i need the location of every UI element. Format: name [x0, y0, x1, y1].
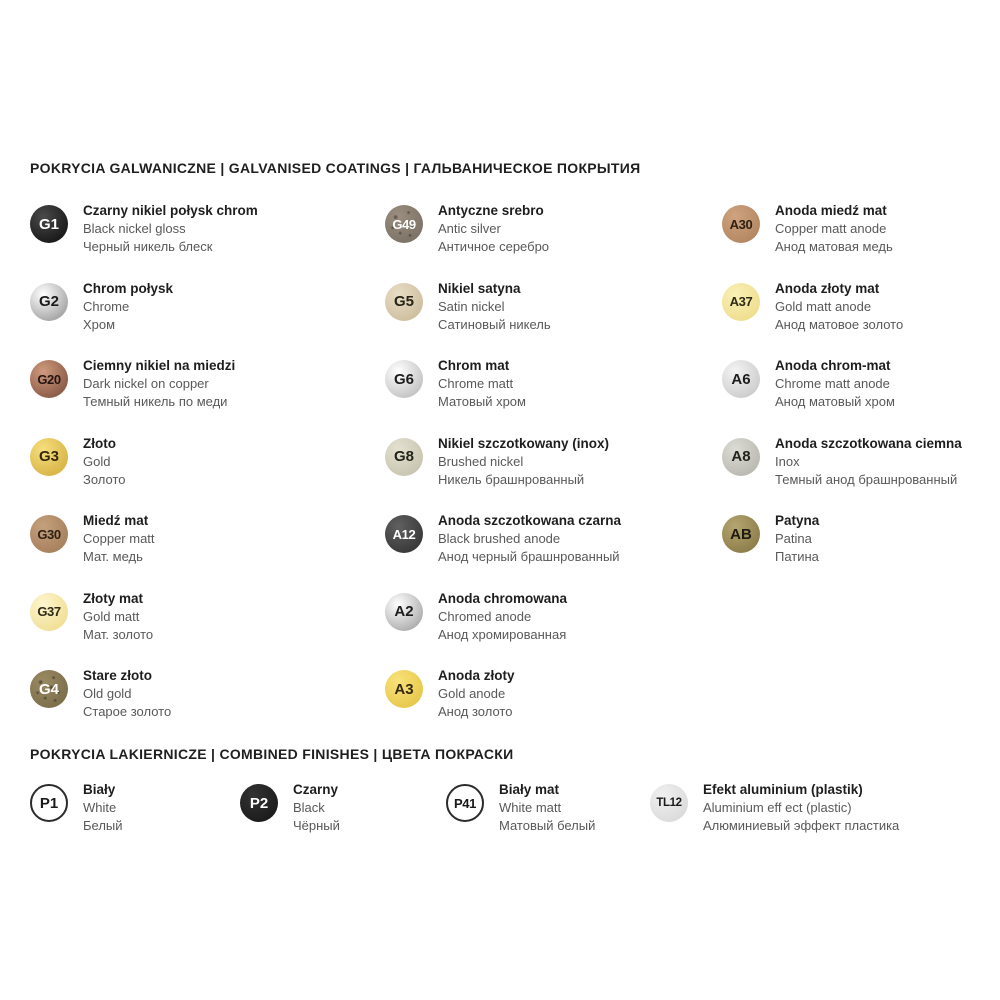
- swatch-code: G3: [38, 448, 59, 465]
- swatch-A3: [385, 667, 722, 745]
- label-pl: Nikiel satyna: [438, 280, 521, 296]
- swatch-labels: [703, 781, 899, 835]
- label-pl: Anoda miedź mat: [775, 203, 887, 218]
- label-ru: Темный анод брашнрованный: [775, 471, 958, 487]
- label-en: Gold: [83, 453, 111, 469]
- label-ru: Анод хромированная: [438, 626, 567, 642]
- swatch-G4: [30, 667, 385, 745]
- swatch-code: A6: [731, 370, 751, 388]
- swatch-circle-AB: [722, 515, 760, 553]
- swatch-circle-G5: [385, 283, 423, 321]
- swatch-code: G8: [393, 448, 414, 465]
- label-en: Gold matt: [83, 608, 140, 624]
- label-en: Satin nickel: [438, 298, 505, 314]
- swatch-code: G37: [37, 604, 61, 619]
- swatch-P2: [240, 781, 446, 859]
- swatch-code: AB: [730, 525, 752, 543]
- swatch-labels: [83, 667, 171, 721]
- swatch-circle-G8: [385, 438, 423, 476]
- swatch-circle-P1: [30, 784, 68, 822]
- swatch-A6: [722, 357, 1000, 435]
- label-ru: Анод матовый хром: [775, 394, 895, 409]
- swatch-code: G30: [37, 526, 61, 542]
- swatch-circle-G49: [385, 205, 423, 243]
- swatch-circle-A37: [722, 283, 760, 321]
- swatch-code: A37: [729, 294, 753, 309]
- label-pl: Biały: [83, 782, 116, 797]
- label-en: Copper matt anode: [775, 221, 887, 236]
- label-ru: Старое золото: [83, 704, 172, 719]
- swatch-labels: [775, 435, 962, 489]
- swatch-code: G6: [393, 370, 414, 388]
- label-en: White matt: [499, 800, 562, 815]
- label-ru: Белый: [83, 818, 123, 833]
- swatch-P1: [30, 781, 240, 859]
- label-en: Black nickel gloss: [83, 221, 186, 236]
- label-ru: Золото: [83, 471, 126, 487]
- swatch-circle-G20: [30, 360, 68, 398]
- swatch-code: G20: [37, 371, 61, 387]
- label-pl: Anoda złoty: [438, 668, 515, 683]
- label-pl: Nikiel szczotkowany (inox): [438, 435, 610, 451]
- label-en: White: [83, 800, 117, 815]
- swatch-labels: [775, 512, 819, 566]
- label-en: Gold matt anode: [775, 298, 872, 314]
- swatch-TL12: [650, 781, 950, 859]
- label-en: Chrome matt: [438, 376, 514, 391]
- swatch-labels: [438, 435, 609, 489]
- swatch-labels: [775, 357, 895, 411]
- swatch-A8: [722, 435, 1000, 513]
- swatch-circle-G2: [30, 283, 68, 321]
- label-pl: Anoda chrom-mat: [775, 358, 891, 373]
- swatch-P41: [446, 781, 650, 859]
- label-pl: Anoda szczotkowana czarna: [438, 513, 622, 528]
- label-ru: Анод черный брашнрованный: [438, 549, 620, 564]
- label-en: Patina: [775, 531, 812, 546]
- swatch-G30: [30, 512, 385, 590]
- label-pl: Złoto: [83, 435, 116, 451]
- galvanised-coatings-grid: [30, 202, 1000, 745]
- label-ru: Сатиновый никель: [438, 316, 551, 332]
- swatch-G3: [30, 435, 385, 513]
- swatch-code: A8: [731, 448, 751, 465]
- label-pl: Miedź mat: [83, 513, 149, 528]
- label-ru: Патина: [775, 549, 819, 564]
- label-en: Copper matt: [83, 531, 155, 546]
- swatch-code: TL12: [656, 797, 682, 809]
- swatch-labels: [438, 667, 515, 721]
- label-pl: Ciemny nikiel na miedzi: [83, 358, 236, 373]
- label-ru: Чёрный: [293, 818, 340, 833]
- label-ru: Черный никель блеск: [83, 239, 213, 254]
- label-pl: Anoda chromowana: [438, 590, 568, 606]
- label-pl: Patyna: [775, 513, 820, 528]
- label-en: Aluminium eff ect (plastic): [703, 800, 852, 815]
- swatch-A30: [722, 202, 1000, 280]
- swatch-circle-G3: [30, 438, 68, 476]
- label-pl: Czarny nikiel połysk chrom: [83, 203, 258, 218]
- label-pl: Chrom mat: [438, 358, 510, 373]
- swatch-G20: [30, 357, 385, 435]
- swatch-code: P1: [39, 794, 59, 812]
- swatch-circle-A2: [385, 593, 423, 631]
- label-pl: Chrom połysk: [83, 280, 174, 296]
- label-en: Chrome: [83, 298, 130, 314]
- swatch-circle-G6: [385, 360, 423, 398]
- swatch-code: G49: [392, 216, 416, 232]
- swatch-circle-P2: [240, 784, 278, 822]
- label-en: Gold anode: [438, 686, 506, 701]
- swatch-labels: [438, 280, 551, 334]
- combined-finishes-row: [30, 781, 950, 859]
- label-ru: Матовый хром: [438, 394, 526, 409]
- label-ru: Мат. золото: [83, 626, 154, 642]
- swatch-circle-A8: [722, 438, 760, 476]
- swatch-circle-A6: [722, 360, 760, 398]
- label-ru: Хром: [83, 316, 116, 332]
- swatch-G1: [30, 202, 385, 280]
- swatch-circle-A3: [385, 670, 423, 708]
- swatch-code: G2: [38, 293, 59, 310]
- swatch-labels: [775, 202, 893, 256]
- label-pl: Antyczne srebro: [438, 203, 544, 218]
- swatch-labels: [83, 202, 258, 256]
- label-en: Chromed anode: [438, 608, 532, 624]
- label-ru: Анод золото: [438, 704, 513, 719]
- label-pl: Stare złoto: [83, 668, 153, 683]
- swatch-AB: [722, 512, 1000, 590]
- swatch-G8: [385, 435, 722, 513]
- swatch-labels: [438, 590, 567, 644]
- swatch-code: G4: [38, 680, 59, 698]
- label-pl: Anoda szczotkowana ciemna: [775, 435, 962, 451]
- swatch-circle-A30: [722, 205, 760, 243]
- swatch-circle-P41: [446, 784, 484, 822]
- swatch-labels: [438, 512, 621, 566]
- swatch-code: A12: [392, 526, 416, 542]
- swatch-G2: [30, 280, 385, 358]
- swatch-labels: [83, 590, 153, 644]
- label-pl: Biały mat: [499, 782, 560, 797]
- swatch-labels: [499, 781, 595, 835]
- swatch-G49: [385, 202, 722, 280]
- swatch-labels: [83, 781, 123, 835]
- swatch-labels: [83, 512, 155, 566]
- swatch-circle-G1: [30, 205, 68, 243]
- swatch-code: P41: [454, 795, 476, 811]
- label-pl: Anoda złoty mat: [775, 280, 880, 296]
- label-en: Chrome matt anode: [775, 376, 890, 391]
- label-en: Black: [293, 800, 325, 815]
- label-en: Old gold: [83, 686, 132, 701]
- swatch-code: P2: [249, 794, 269, 812]
- swatch-G37: [30, 590, 385, 668]
- swatch-labels: [293, 781, 340, 835]
- label-en: Antic silver: [438, 221, 501, 236]
- label-pl: Czarny: [293, 782, 339, 797]
- swatch-circle-TL12: [650, 784, 688, 822]
- label-pl: Złoty mat: [83, 590, 144, 606]
- swatch-labels: [83, 280, 173, 334]
- combined-finishes-section-title: POKRYCIA LAKIERNICZE | COMBINED FINISHES | ЦВЕТА ПОКРАСКИ: [30, 746, 514, 762]
- label-ru: Темный никель по меди: [83, 394, 228, 409]
- swatch-circle-G30: [30, 515, 68, 553]
- swatch-code: A30: [729, 216, 753, 232]
- label-ru: Алюминиевый эффект пластика: [703, 818, 900, 833]
- label-en: Inox: [775, 453, 800, 469]
- label-en: Dark nickel on copper: [83, 376, 209, 391]
- label-ru: Анод матовое золото: [775, 316, 904, 332]
- swatch-A12: [385, 512, 722, 590]
- swatch-circle-A12: [385, 515, 423, 553]
- label-ru: Античное серебро: [438, 239, 550, 254]
- label-en: Brushed nickel: [438, 453, 524, 469]
- galvanised-coatings-section-title: POKRYCIA GALWANICZNE | GALVANISED COATINGS | ГАЛЬВАНИЧЕСКОЕ ПОКРЫТИЯ: [30, 160, 641, 176]
- swatch-labels: [83, 435, 126, 489]
- label-en: Black brushed anode: [438, 531, 561, 546]
- swatch-code: G1: [38, 215, 59, 233]
- label-ru: Матовый белый: [499, 818, 596, 833]
- coatings-column-1: [30, 202, 385, 745]
- swatch-code: A2: [394, 603, 414, 620]
- swatch-A2: [385, 590, 722, 668]
- label-ru: Мат. медь: [83, 549, 143, 564]
- coatings-column-2: [385, 202, 722, 745]
- swatch-code: G5: [393, 293, 414, 310]
- swatch-labels: [438, 357, 526, 411]
- swatch-circle-G37: [30, 593, 68, 631]
- swatch-G6: [385, 357, 722, 435]
- swatch-code: A3: [394, 680, 414, 698]
- swatch-labels: [438, 202, 549, 256]
- swatch-G5: [385, 280, 722, 358]
- coatings-column-3: [722, 202, 1000, 590]
- label-ru: Никель брашнрованный: [438, 471, 585, 487]
- label-ru: Анод матовая медь: [775, 239, 893, 254]
- swatch-A37: [722, 280, 1000, 358]
- swatch-labels: [775, 280, 903, 334]
- label-pl: Efekt aluminium (plastik): [703, 782, 863, 797]
- swatch-circle-G4: [30, 670, 68, 708]
- swatch-labels: [83, 357, 235, 411]
